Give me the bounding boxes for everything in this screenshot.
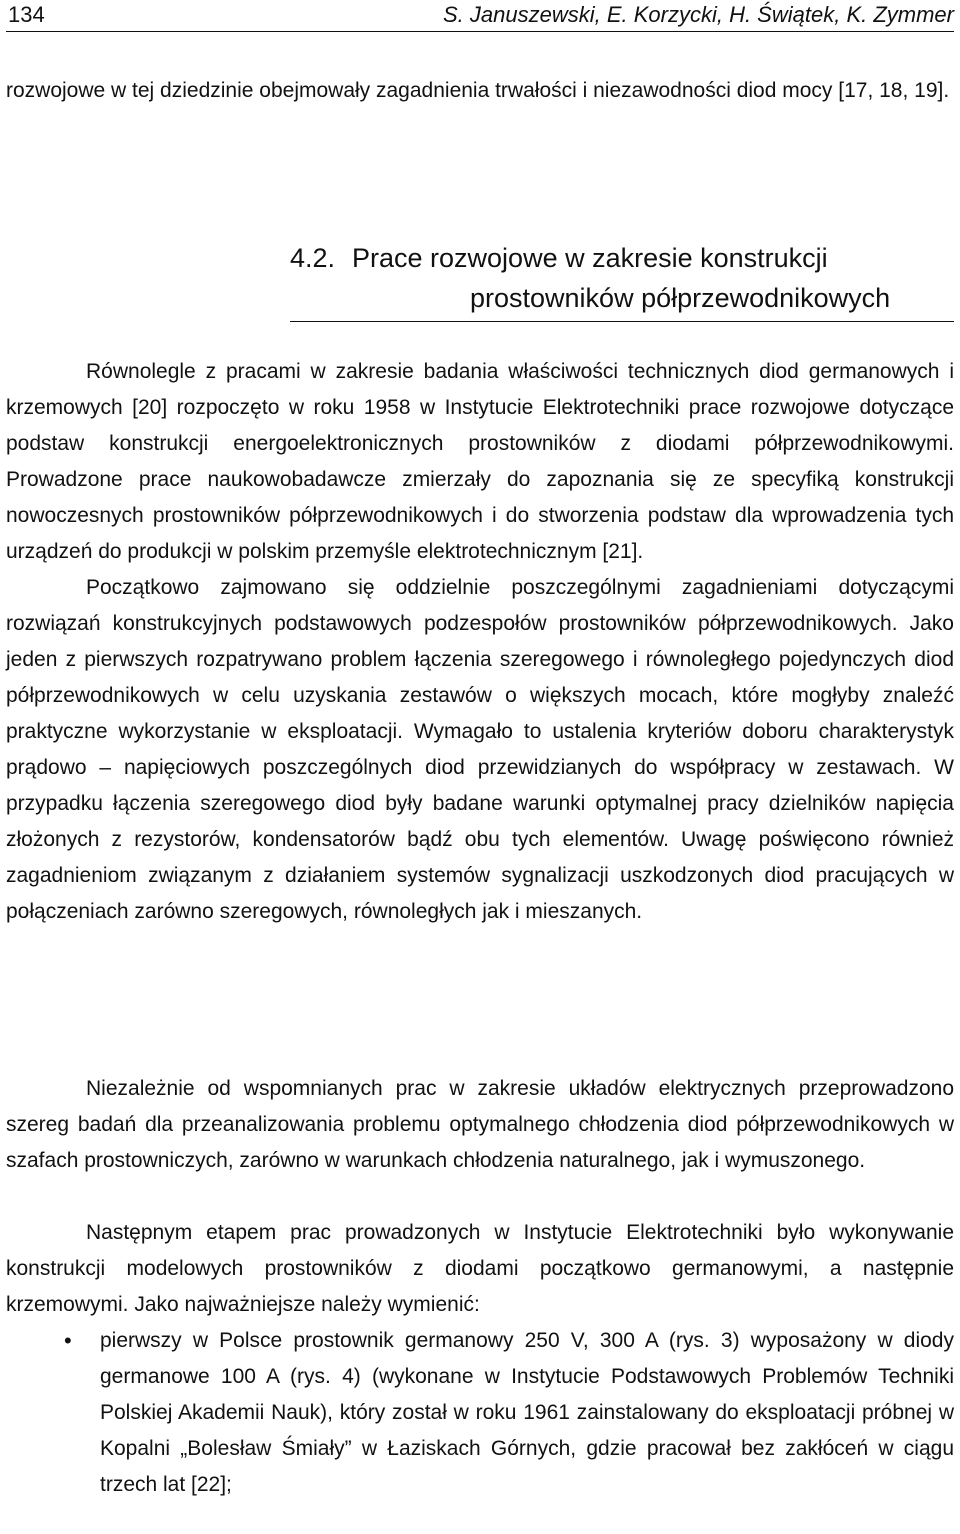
section-heading bbox=[290, 238, 954, 322]
intro-paragraph: rozwojowe w tej dziedzinie obejmowały zagadnienia trwałości i niezawodności diod mocy [17, 18, 19]. bbox=[6, 79, 950, 102]
paragraph-next-stage: Następnym etapem prac prowadzonych w Instytucie Elektrotechniki było wykonywanie konstrukcji modelowych prostowników z diodami początkowo germanowymi, a następnie krzemowymi. Jako najważniejsze należy wymienić: bbox=[6, 1221, 954, 1316]
paragraph-cooling: Niezależnie od wspomnianych prac w zakresie układów elektrycznych przeprowadzono szereg badań dla przeanalizowania problemu optymalnego chłodzenia diod półprzewodnikowych w szafach prostowniczych, zarówno w warunkach chłodzenia naturalnego, jak i wymuszonego. bbox=[6, 1077, 954, 1172]
body-text bbox=[6, 354, 954, 930]
page-number: 134 bbox=[8, 2, 45, 27]
page-header bbox=[6, 0, 954, 32]
bullet-icon: • bbox=[64, 1328, 72, 1353]
paragraph-initial-topics: Początkowo zajmowano się oddzielnie poszczególnymi zagadnieniami dotyczącymi rozwiązań konstrukcyjnych podstawowych podzespołów prostowników półprzewodnikowych. Jako jeden z pierwszych rozpatrywano problem łączenia szeregowego i równoległego pojedynczych diod półprzewodnikowych w celu uzyskania zestawów o większych mocach, które mogłyby znaleźć praktyczne wykorzystanie w eksploatacji. Wymagało to ustalenia kryteriów doboru charakterystyk prądowo – napięciowych poszczególnych diod przewidzianych do współpracy w zestawach. W przypadku łączenia szeregowego diod były badane warunki optymalnej pracy dzielników napięcia złożonych z rezystorów, kondensatorów bądź obu tych elementów. Uwagę poświęcono również zagadnieniom związanym z działaniem systemów sygnalizacji uszkodzonych diod pracujących w połączeniach zarówno szeregowych, równoległych jak i mieszanych. bbox=[6, 576, 954, 923]
section-title-line1: Prace rozwojowe w zakresie konstrukcji bbox=[352, 243, 828, 273]
running-head-authors: S. Januszewski, E. Korzycki, H. Świątek, K. Zymmer bbox=[442, 2, 954, 27]
bullet-list bbox=[6, 1323, 954, 1503]
list-item bbox=[6, 1323, 954, 1503]
section-number: 4.2. bbox=[290, 243, 336, 273]
paragraph-parallel-work: Równolegle z pracami w zakresie badania właściwości technicznych diod germanowych i krzemowych [20] rozpoczęto w roku 1958 w Instytucie Elektrotechniki prace rozwojowe dotyczące podstaw konstrukcji energoelektronicznych prostowników z diodami półprzewodnikowymi. Prowadzone prace naukowobadawcze zmierzały do zapoznania się ze specyfiką konstrukcji nowoczesnych prostowników półprzewodnikowych i do stworzenia podstaw dla wprowadzenia tych urządzeń do produkcji w polskim przemyśle elektrotechnicznym [21]. bbox=[6, 360, 954, 563]
list-item-text: pierwszy w Polsce prostownik germanowy 250 V, 300 A (rys. 3) wyposażony w diody germanowe 100 A (rys. 4) (wykonane w Instytucie Podstawowych Problemów Techniki Polskiej Akademii Nauk), który został w roku 1961 zainstalowany do eksploatacji próbnej w Kopalni „Bolesław Śmiały” w Łaziskach Górnych, gdzie pracował bez zakłóceń w ciągu trzech lat [22]; bbox=[100, 1329, 954, 1496]
section-title-line2: prostowników półprzewodnikowych bbox=[470, 283, 891, 313]
